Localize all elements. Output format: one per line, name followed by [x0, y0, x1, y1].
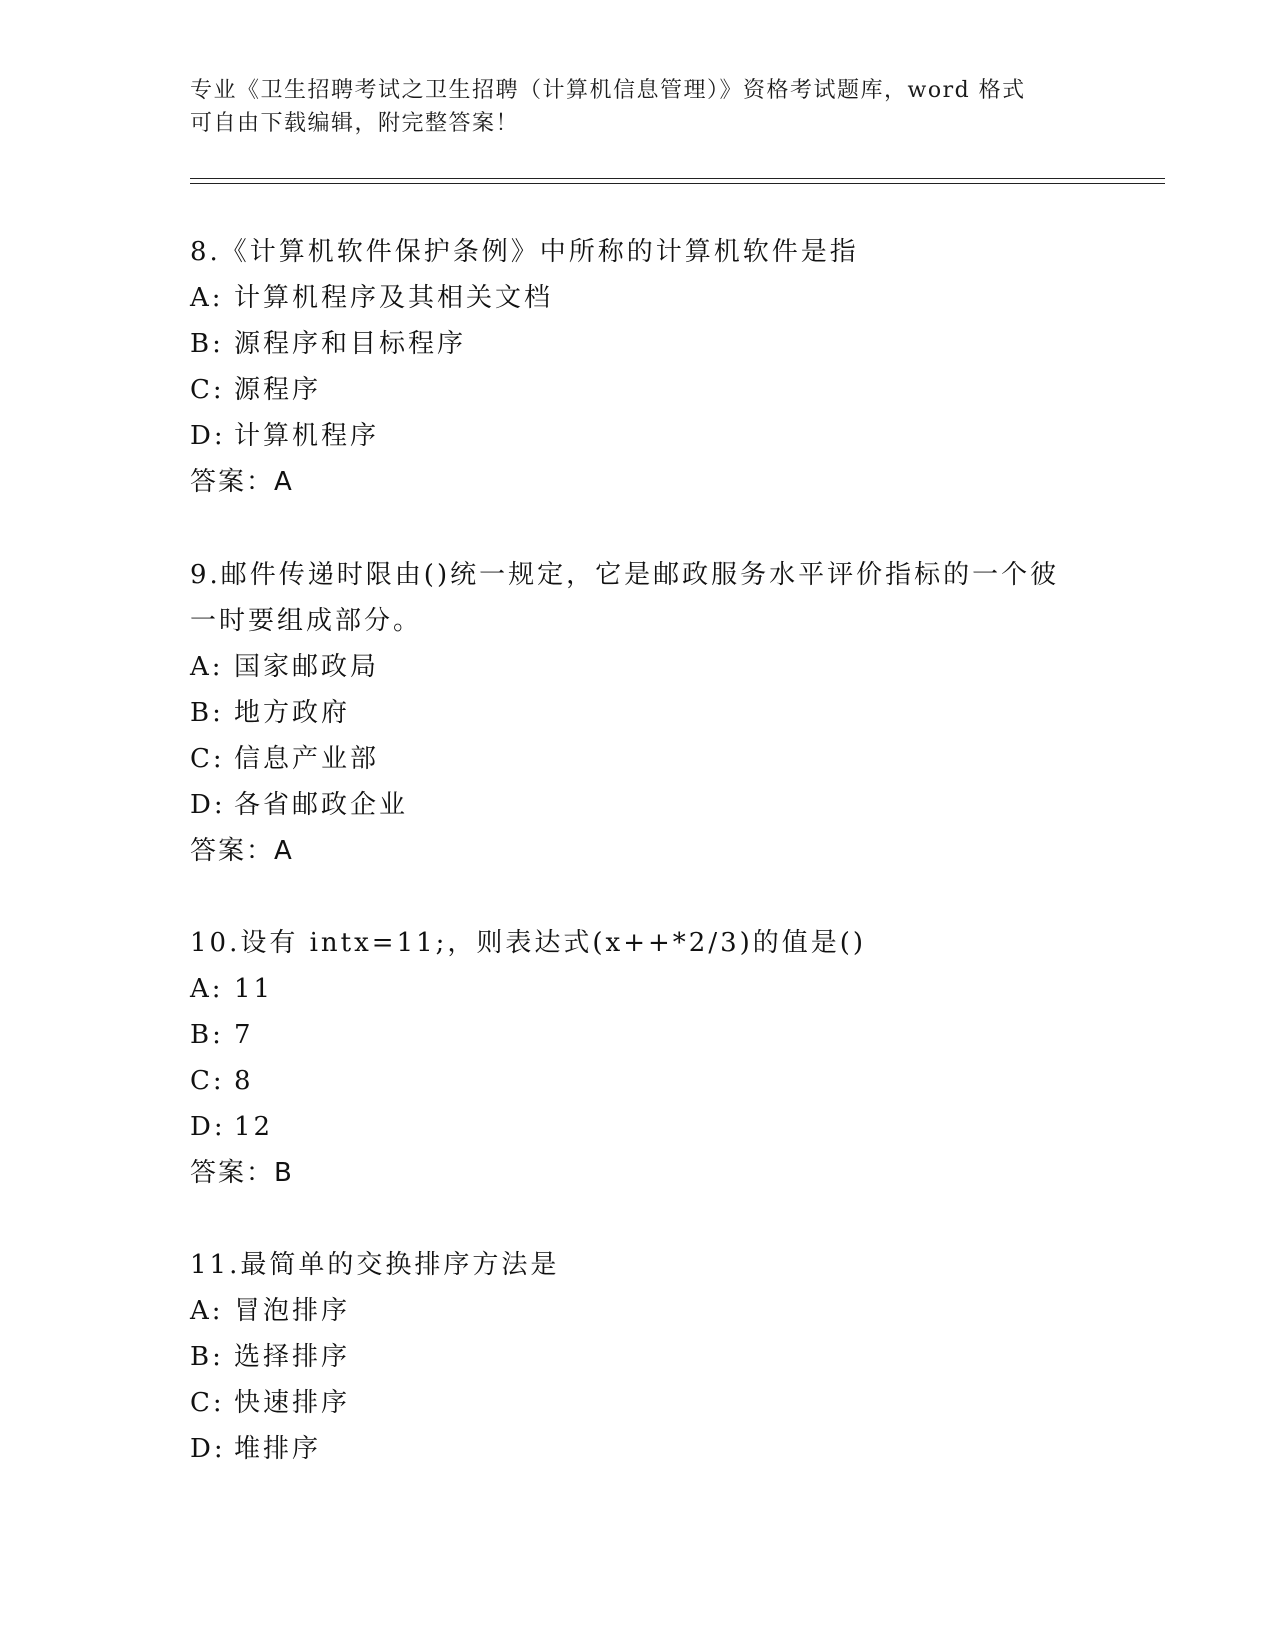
question-8 — [190, 229, 1090, 505]
header-line-1: 专业《卫生招聘考试之卫生招聘（计算机信息管理）》资格考试题库，word 格式 — [190, 78, 1026, 103]
option-b — [190, 690, 1090, 736]
option-label: A: — [190, 652, 224, 682]
option-c — [190, 1058, 1090, 1104]
option-label: B: — [190, 1342, 224, 1372]
option-c — [190, 367, 1090, 413]
option-text: 国家邮政局 — [234, 652, 380, 682]
option-text: 计算机程序 — [234, 421, 380, 451]
option-label: D: — [190, 1434, 226, 1464]
header-divider-top — [190, 178, 1165, 179]
header-divider-bottom — [190, 183, 1165, 184]
option-b — [190, 1012, 1090, 1058]
option-text: 计算机程序及其相关文档 — [234, 283, 554, 313]
option-c — [190, 1380, 1090, 1426]
option-text: 堆排序 — [234, 1434, 322, 1464]
option-a — [190, 644, 1090, 690]
question-stem: 8.《计算机软件保护条例》中所称的计算机软件是指 — [190, 237, 859, 267]
document-header — [190, 74, 1090, 140]
option-b — [190, 1334, 1090, 1380]
answer-line: 答案：B — [190, 1158, 294, 1188]
option-text: 各省邮政企业 — [234, 790, 409, 820]
option-text: 7 — [234, 1020, 254, 1050]
option-text: 8 — [234, 1066, 254, 1096]
option-label: A: — [190, 974, 224, 1004]
option-label: C: — [190, 1066, 225, 1096]
option-text: 12 — [234, 1112, 274, 1142]
option-label: C: — [190, 375, 225, 405]
option-label: C: — [190, 744, 225, 774]
option-label: D: — [190, 421, 226, 451]
option-label: B: — [190, 1020, 224, 1050]
option-a — [190, 1288, 1090, 1334]
option-label: A: — [190, 1296, 224, 1326]
option-text: 冒泡排序 — [234, 1296, 351, 1326]
option-b — [190, 321, 1090, 367]
option-text: 地方政府 — [234, 698, 351, 728]
question-stem: 10.设有 intx=11;，则表达式(x++*2/3)的值是() — [190, 928, 867, 958]
option-a — [190, 275, 1090, 321]
option-text: 快速排序 — [234, 1388, 351, 1418]
option-c — [190, 736, 1090, 782]
option-text: 源程序和目标程序 — [234, 329, 467, 359]
answer-line: 答案：A — [190, 836, 294, 866]
option-label: B: — [190, 698, 224, 728]
option-label: B: — [190, 329, 224, 359]
option-label: A: — [190, 283, 224, 313]
question-11 — [190, 1242, 1090, 1472]
question-10 — [190, 920, 1090, 1196]
option-a — [190, 966, 1090, 1012]
option-d — [190, 782, 1090, 828]
answer-line: 答案：A — [190, 467, 294, 497]
option-label: D: — [190, 790, 226, 820]
question-stem-line-1: 9.邮件传递时限由()统一规定，它是邮政服务水平评价指标的一个彼 — [190, 560, 1060, 590]
option-d — [190, 413, 1090, 459]
option-text: 选择排序 — [234, 1342, 351, 1372]
option-text: 信息产业部 — [234, 744, 380, 774]
question-stem: 11.最简单的交换排序方法是 — [190, 1250, 560, 1280]
option-text: 11 — [234, 974, 274, 1004]
header-line-2: 可自由下载编辑，附完整答案！ — [190, 111, 520, 136]
question-9 — [190, 552, 1090, 874]
option-label: D: — [190, 1112, 226, 1142]
option-text: 源程序 — [234, 375, 322, 405]
question-stem-line-2: 一时要组成部分。 — [190, 606, 423, 636]
option-d — [190, 1426, 1090, 1472]
option-d — [190, 1104, 1090, 1150]
option-label: C: — [190, 1388, 225, 1418]
